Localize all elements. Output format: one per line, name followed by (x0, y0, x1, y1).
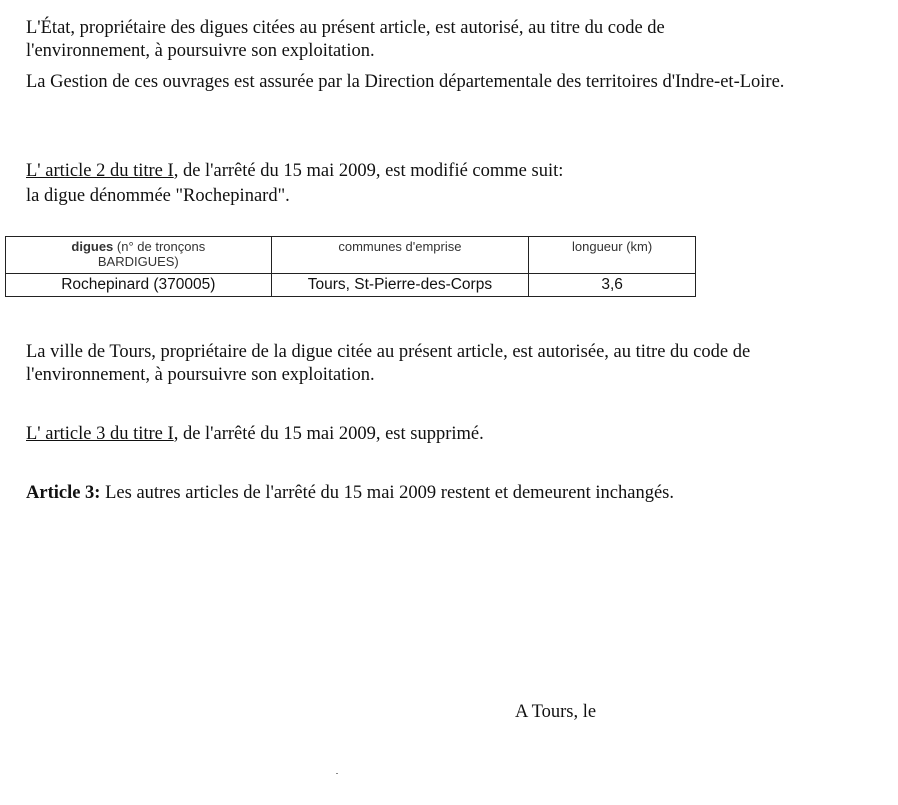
header-longueur: longueur (km) (529, 237, 696, 274)
paragraph-tours-line1: La ville de Tours, propriétaire de la digue citée au présent article, est autorisée, au titre du code de (26, 342, 751, 362)
table-row (6, 274, 696, 297)
header-communes: communes d'emprise (271, 237, 529, 274)
article2-reference-text: , de l'arrêté du 15 mai 2009, est modifié comme suit: (173, 161, 564, 181)
cell-longueur: 3,6 (529, 274, 696, 297)
article3-reference (26, 423, 484, 446)
table-header-row (6, 237, 696, 274)
article3-reference-link: L' article 3 du titre I (26, 424, 174, 444)
header-digues-line2: BARDIGUES) (97, 254, 179, 269)
paragraph-etat-line2: l'environnement, à poursuivre son exploitation. (26, 41, 375, 61)
article3-label: Article 3: (26, 483, 101, 503)
cell-communes: Tours, St-Pierre-des-Corps (271, 274, 529, 297)
digue-name-line: la digue dénommée "Rochepinard". (26, 186, 290, 206)
article3-reference-text: , de l'arrêté du 15 mai 2009, est supprimé. (173, 424, 484, 444)
header-digues-bold: digues (71, 239, 114, 254)
paragraph-tours-line2: l'environnement, à poursuivre son exploitation. (26, 365, 375, 385)
header-digues (6, 237, 272, 274)
paragraph-tours (26, 341, 750, 387)
paragraph-gestion: La Gestion de ces ouvrages est assurée par la Direction départementale des territoires d'Indre-et-Loire. (26, 72, 785, 92)
article2-reference (26, 160, 563, 183)
scan-speck (336, 773, 338, 774)
signature-place: A Tours, le (515, 702, 597, 722)
paragraph-etat-line1: L'État, propriétaire des digues citées au présent article, est autorisé, au titre du code de (26, 18, 665, 38)
article3 (26, 482, 674, 505)
header-digues-rest: (n° de tronçons (113, 239, 206, 254)
digues-table (5, 236, 696, 297)
cell-digue: Rochepinard (370005) (6, 274, 272, 297)
article3-text: Les autres articles de l'arrêté du 15 mai 2009 restent et demeurent inchangés. (100, 483, 675, 503)
paragraph-etat (26, 17, 665, 63)
article2-reference-link: L' article 2 du titre I (26, 161, 174, 181)
